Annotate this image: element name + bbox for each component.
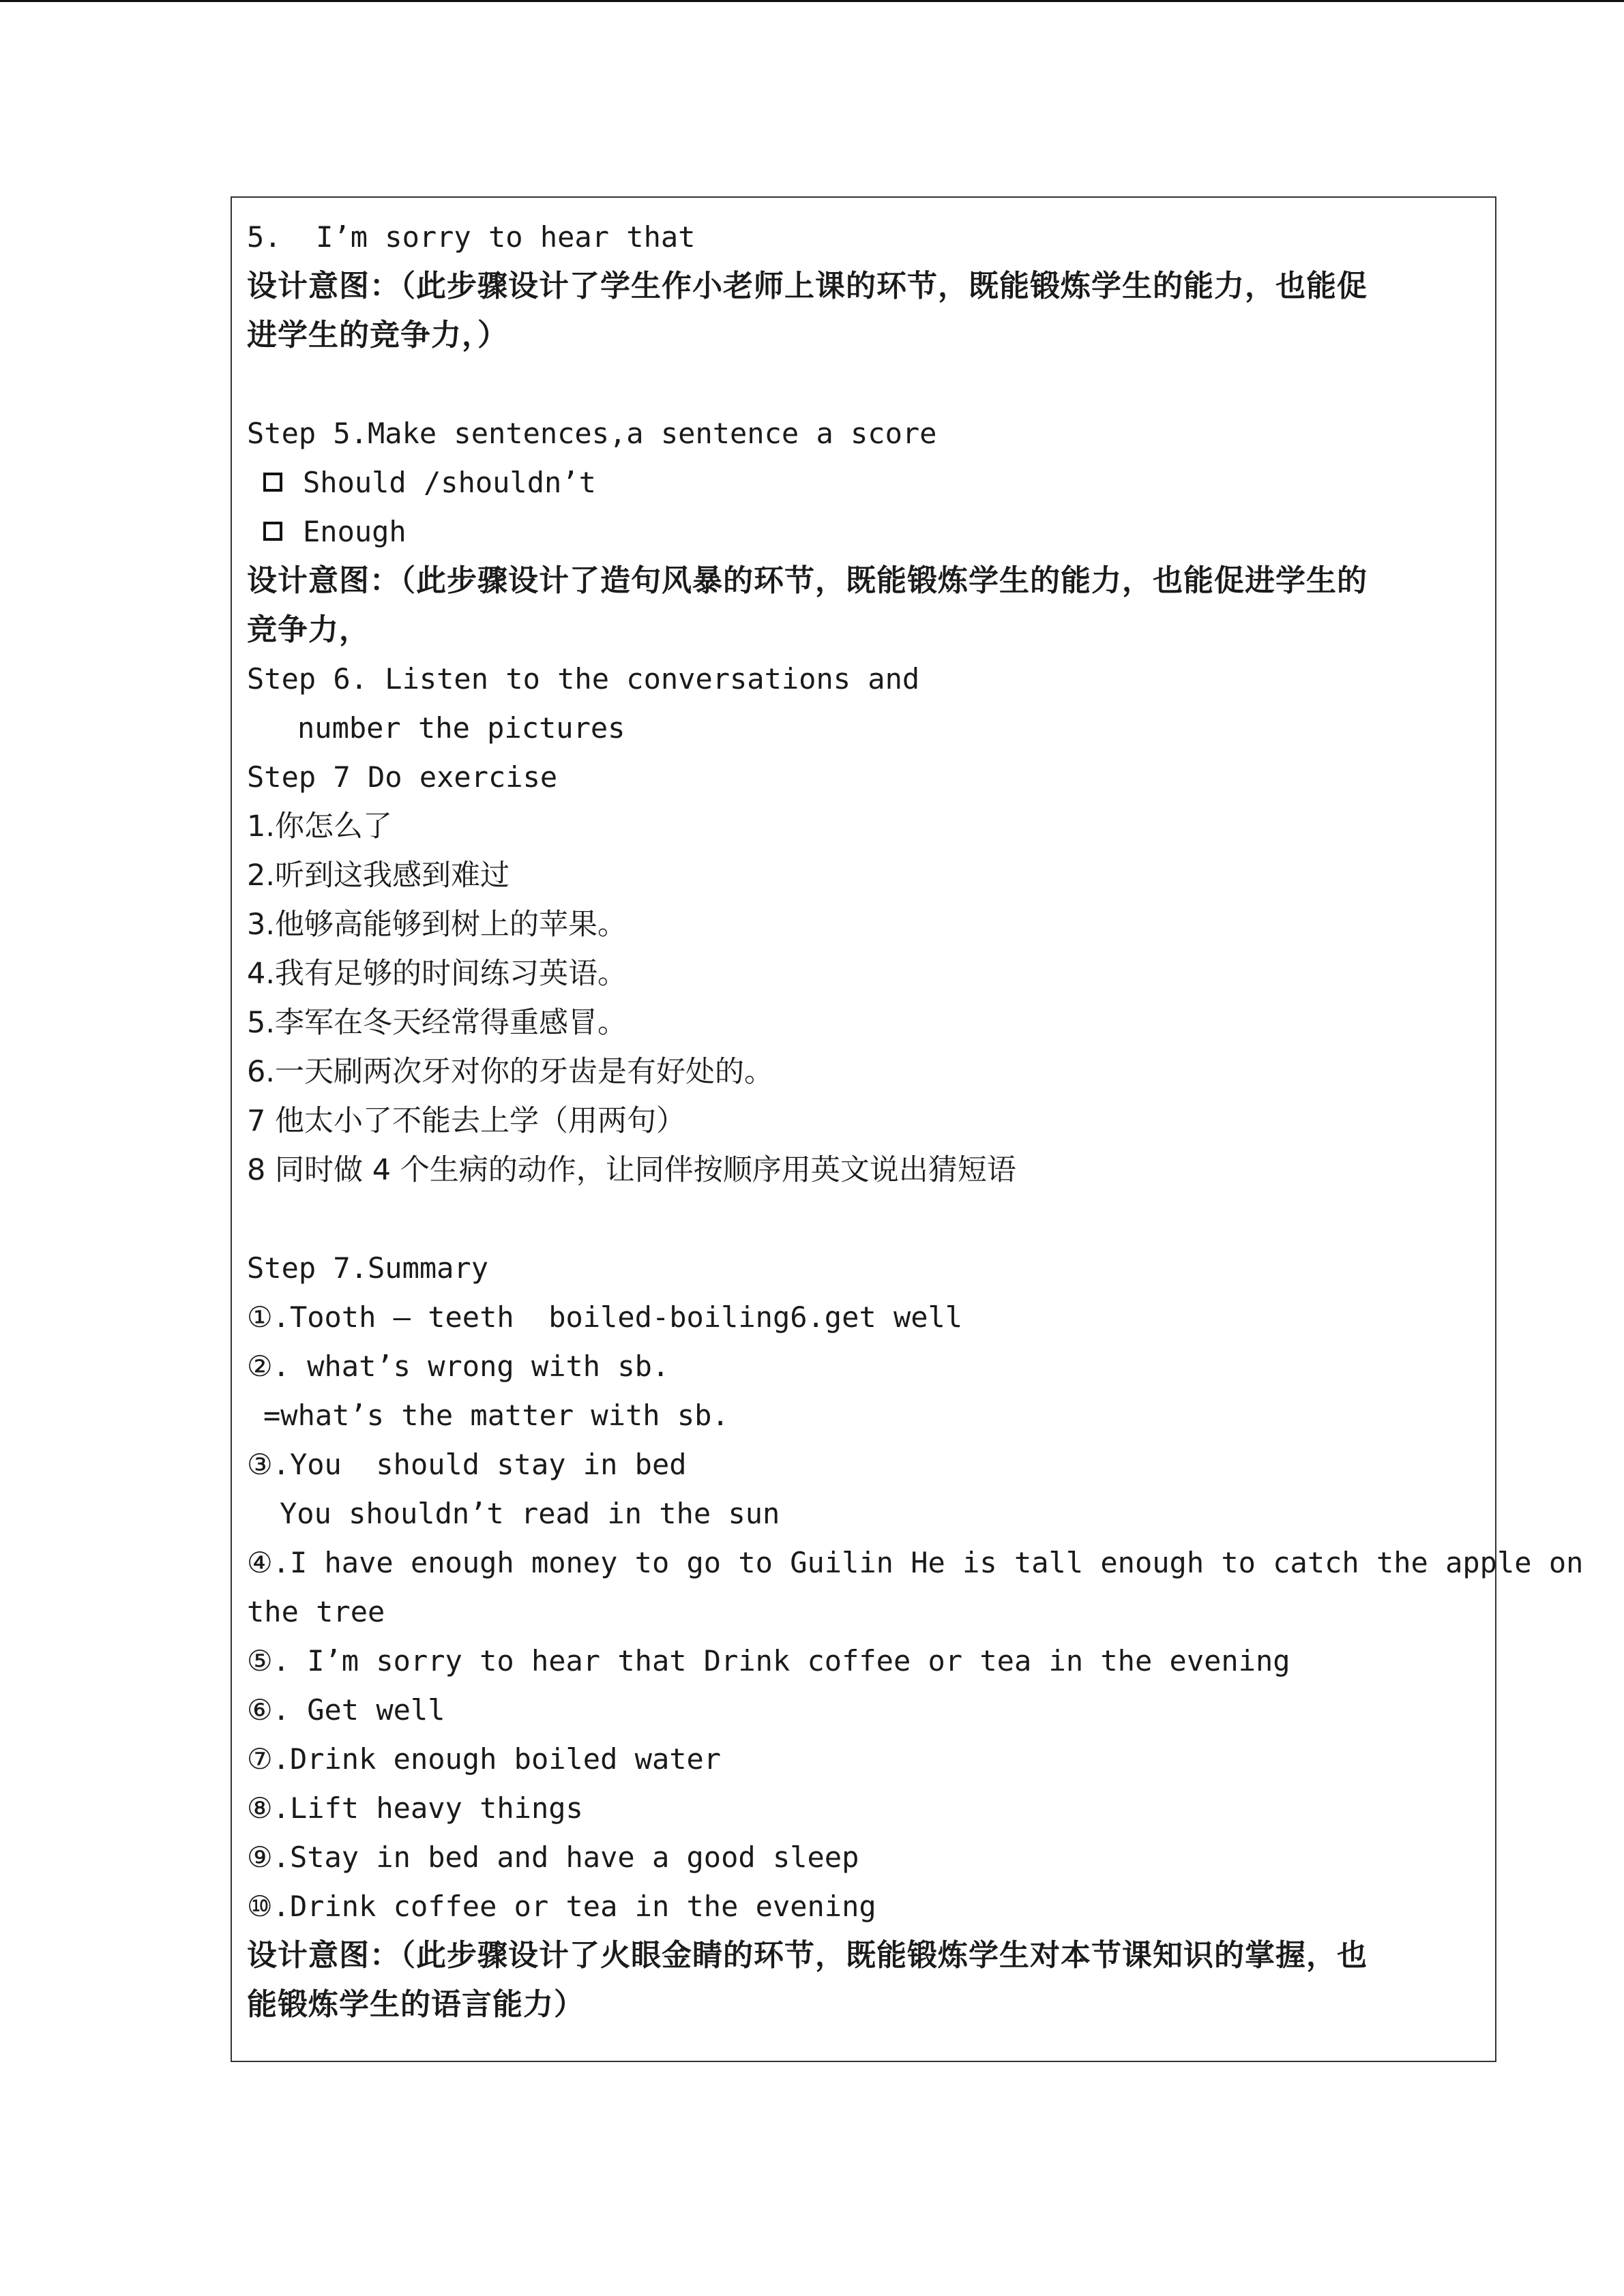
summary-item-6: ⑥. Get well: [247, 1693, 445, 1727]
summary-item-4: ④.I have enough money to go to Guilin He is tall enough to catch the apple on: [247, 1546, 1584, 1579]
design-intent-3-line-1: 设计意图：（此步骤设计了火眼金睛的环节，既能锻炼学生对本节课知识的掌握，也: [247, 1938, 1368, 1973]
summary-item-4-continued: the tree: [247, 1595, 385, 1628]
summary-item-5: ⑤. I’m sorry to hear that Drink coffee or tea in the evening: [247, 1644, 1290, 1678]
design-intent-2-line-2: 竞争力，: [247, 612, 370, 647]
summary-item-3: ③.You should stay in bed: [247, 1448, 687, 1481]
checkbox-icon: [263, 473, 282, 492]
step-6-heading: Step 6. Listen to the conversations and: [247, 662, 920, 696]
summary-item-3-continued: You shouldn’t read in the sun: [280, 1497, 780, 1530]
summary-item-8: ⑧.Lift heavy things: [247, 1791, 583, 1825]
step-5-bullet-should: [247, 458, 1485, 507]
summary-heading: Step 7.Summary: [247, 1251, 489, 1285]
exercise-item-5: 5.李军在冬天经常得重感冒。: [247, 1006, 628, 1040]
step-5-bullet-enough: [247, 507, 1485, 556]
summary-item-9: ⑨.Stay in bed and have a good sleep: [247, 1840, 859, 1874]
checkbox-icon: [263, 522, 282, 541]
summary-item-10: ⑩.Drink coffee or tea in the evening: [247, 1890, 876, 1923]
lesson-content-box: [231, 196, 1584, 2062]
exercise-item-4: 4.我有足够的时间练习英语。: [247, 957, 628, 991]
exercise-item-6: 6.一天刷两次牙对你的牙齿是有好处的。: [247, 1055, 774, 1089]
design-intent-3-line-2: 能锻炼学生的语言能力）: [247, 1987, 585, 2022]
summary-item-2: ②. what’s wrong with sb.: [247, 1350, 670, 1383]
exercise-item-8: 8 同时做 4 个生病的动作，让同伴按顺序用英文说出猜短语: [247, 1153, 1016, 1187]
design-intent-2-line-1: 设计意图：（此步骤设计了造句风暴的环节，既能锻炼学生的能力，也能促进学生的: [247, 563, 1368, 598]
exercise-item-3: 3.他够高能够到树上的苹果。: [247, 908, 628, 942]
step-4-item-5: 5. I’m sorry to hear that: [247, 220, 696, 254]
step-5-heading: Step 5.Make sentences,a sentence a score: [247, 417, 937, 450]
exercise-item-1: 1.你怎么了: [247, 809, 393, 844]
summary-item-1: ①.Tooth – teeth boiled-boiling6.get well: [247, 1300, 963, 1334]
bullet-text: Should /shouldn’t: [303, 466, 596, 499]
exercise-item-2: 2.听到这我感到难过: [247, 859, 510, 893]
lesson-text-block: [247, 213, 1584, 2029]
step-6-heading-continued: number the pictures: [297, 711, 625, 745]
summary-item-7: ⑦.Drink enough boiled water: [247, 1742, 722, 1776]
step-7-heading: Step 7 Do exercise: [247, 760, 558, 794]
design-intent-1-line-1: 设计意图：（此步骤设计了学生作小老师上课的环节，既能锻炼学生的能力，也能促: [247, 269, 1368, 303]
blank-line: [247, 360, 1485, 409]
design-intent-1-line-2: 进学生的竞争力，）: [247, 318, 508, 353]
exercise-item-7: 7 他太小了不能去上学（用两句）: [247, 1104, 686, 1138]
blank-line: [247, 1195, 1485, 1244]
bullet-text: Enough: [303, 515, 407, 548]
summary-item-2-continued: =what’s the matter with sb.: [263, 1399, 729, 1432]
page-top-border: [0, 0, 1624, 2]
